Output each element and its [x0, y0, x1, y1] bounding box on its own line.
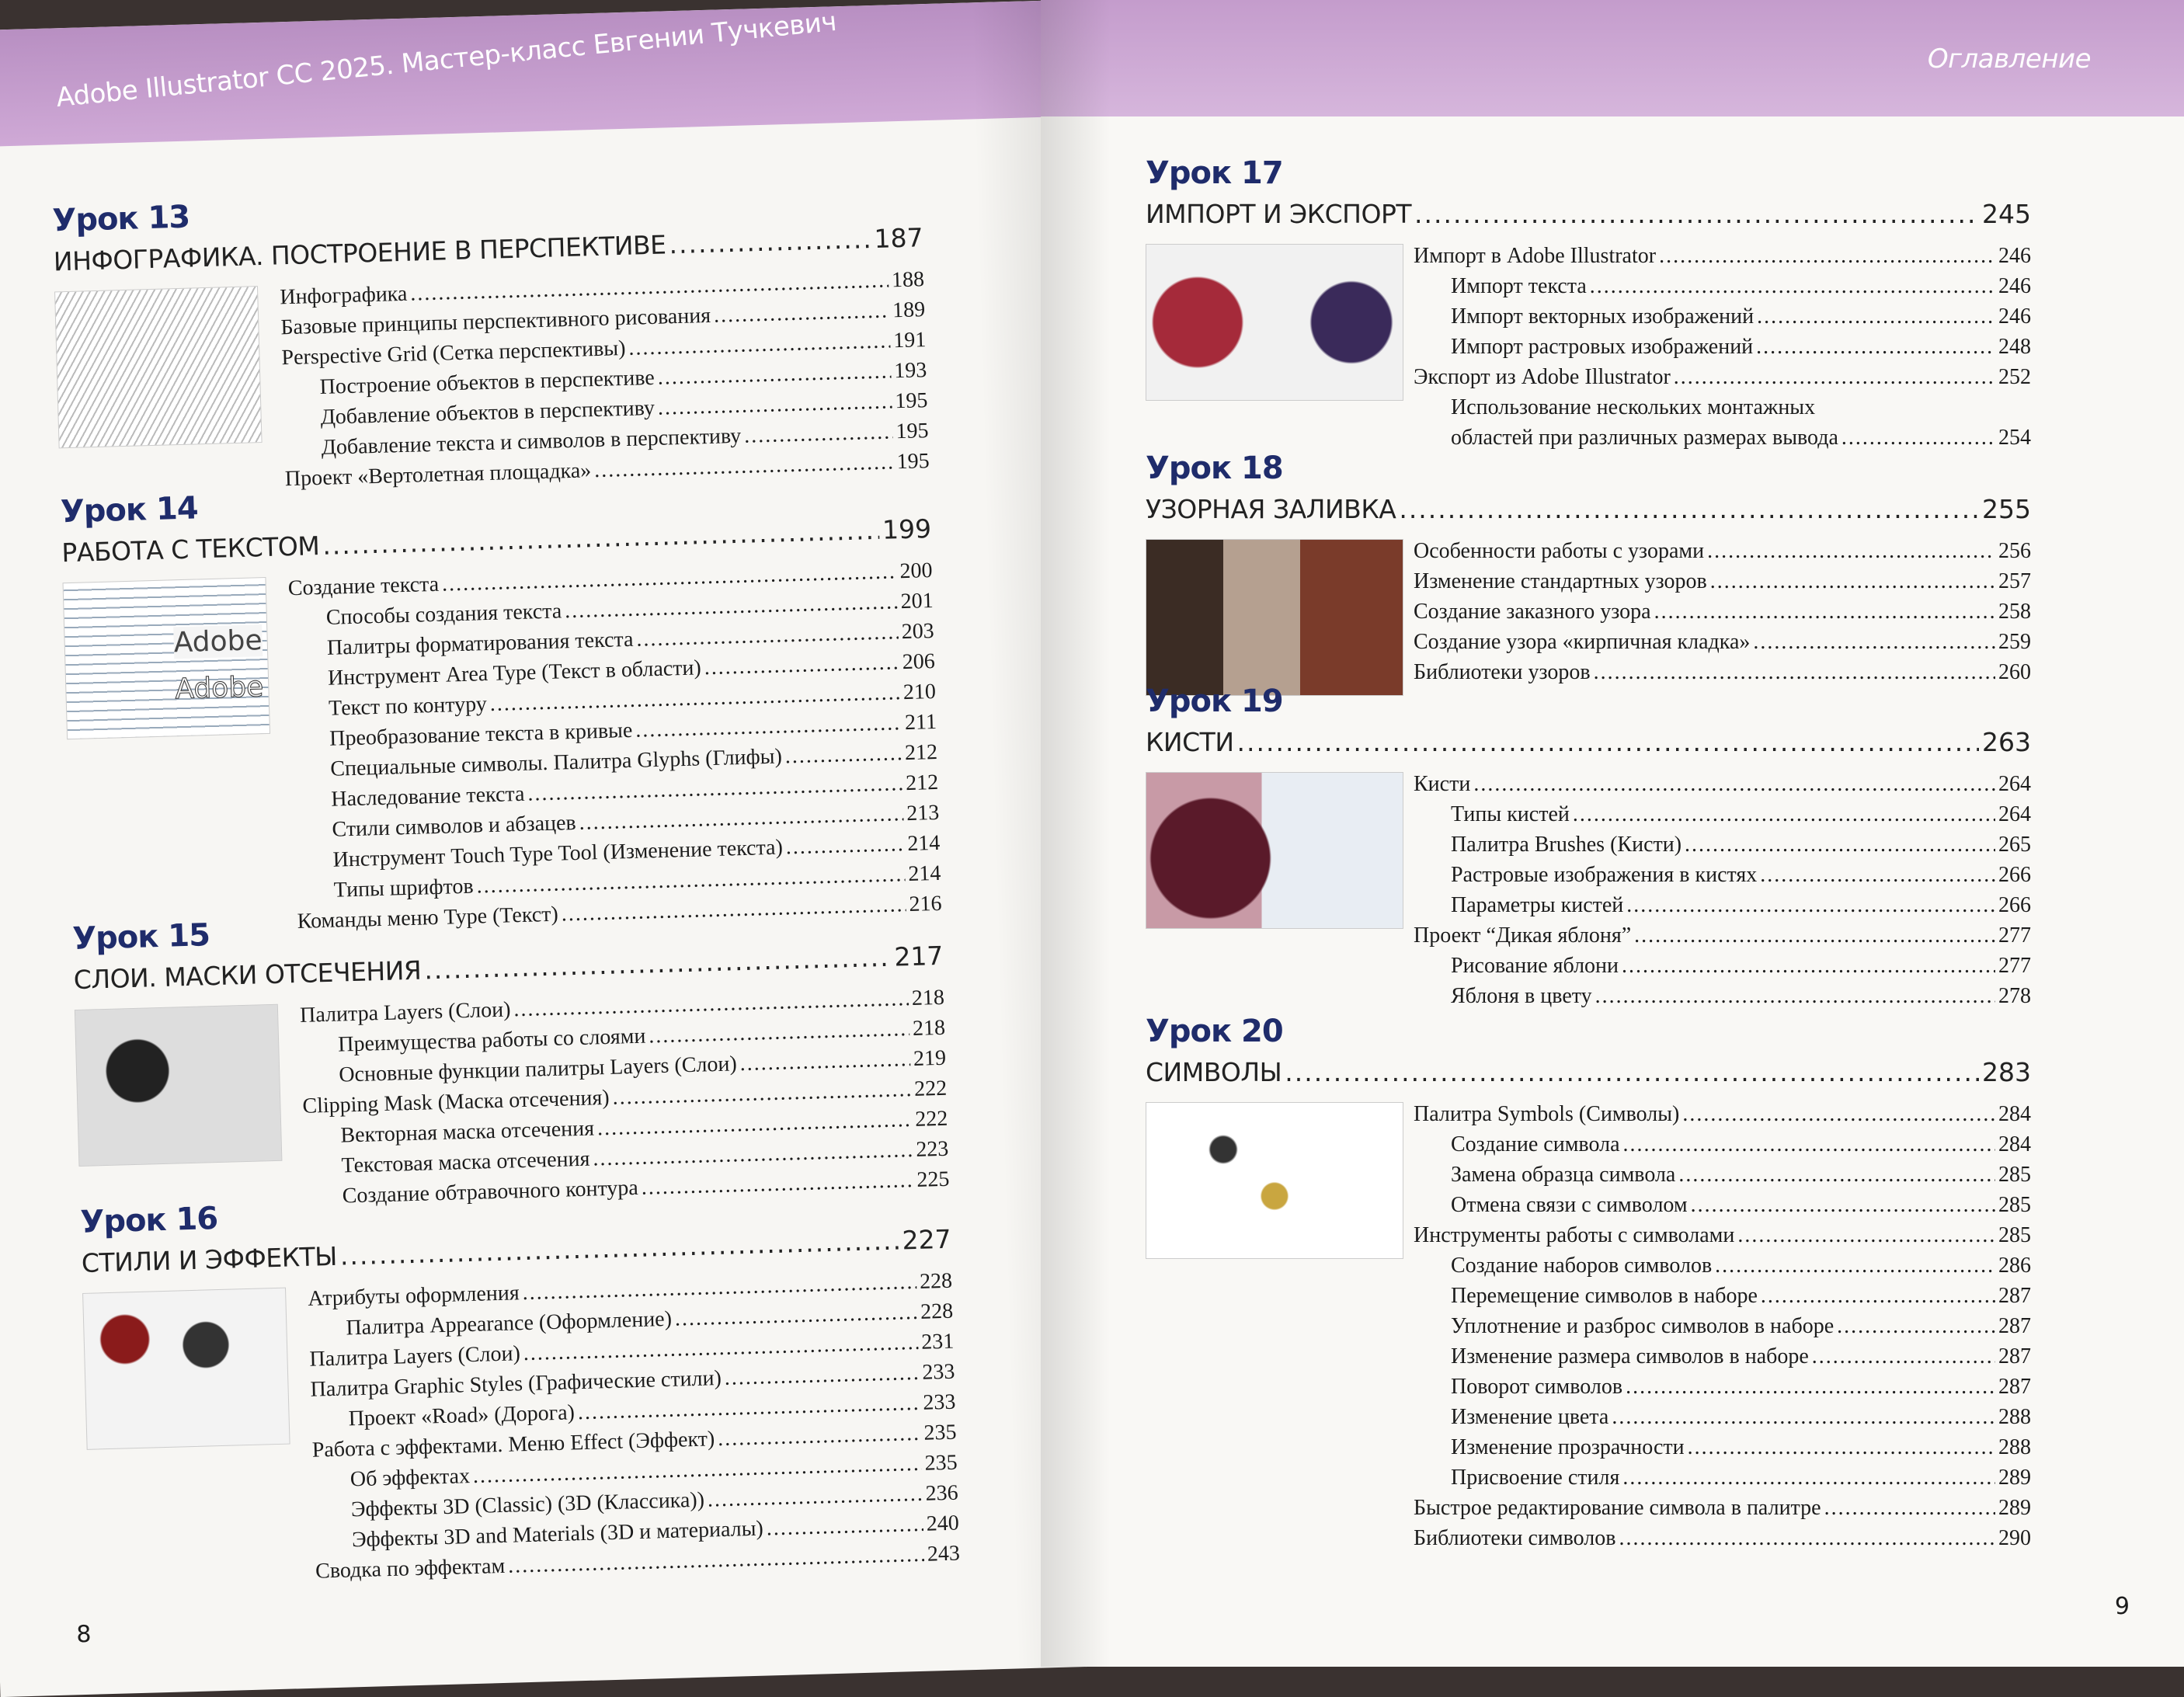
entry-title: Палитры форматирования текста [326, 627, 634, 660]
entry-title: Кисти [1414, 772, 1471, 796]
leader-dots [1837, 1311, 1995, 1341]
lesson-title: РАБОТА С ТЕКСТОМ [61, 530, 320, 569]
entry-title: областей при различных размерах вывода [1451, 426, 1838, 450]
lesson-block [79, 1181, 961, 1584]
entry-title: Эффекты 3D and Materials (3D и материалы) [351, 1516, 764, 1553]
entry-page: 188 [891, 267, 925, 293]
entry-title: Параметры кистей [1451, 893, 1624, 917]
leader-dots [1710, 566, 1995, 596]
entry-page: 233 [922, 1389, 956, 1415]
entry-page: 284 [1998, 1132, 2031, 1156]
entry-page: 191 [892, 328, 927, 353]
entry-page: 258 [1998, 600, 2031, 624]
entry-title: Проект «Вертолетная площадка» [284, 458, 592, 492]
entry-page: 266 [1998, 893, 2031, 917]
entry-page: 243 [927, 1541, 961, 1567]
entry-page: 264 [1998, 802, 2031, 826]
entry-list [1414, 241, 2031, 453]
leader-dots [1691, 1190, 1995, 1220]
lesson-title-row[interactable] [1146, 1057, 2031, 1094]
entry-page: 214 [906, 830, 941, 857]
entry-title: Поворот символов [1451, 1375, 1623, 1399]
lesson-title-row[interactable] [1146, 727, 2031, 764]
entry-title: Текстовая маска отсечения [341, 1146, 590, 1178]
entry-page: 233 [921, 1359, 955, 1385]
entry-list [1414, 769, 2031, 1011]
entry-title: Наследование текста [331, 781, 525, 812]
entry-page: 254 [1998, 426, 2031, 450]
entry-page: 277 [1998, 954, 2031, 978]
leader-dots [1626, 1372, 1995, 1402]
lesson-thumbnail-image [63, 577, 271, 739]
entry-page: 216 [909, 891, 942, 917]
page-number: 9 [2114, 1593, 2130, 1620]
leader-dots [1590, 271, 1995, 301]
entry-title: Векторная маска отсечения [340, 1116, 595, 1148]
toc-entry[interactable] [1414, 362, 2031, 392]
toc-entry[interactable] [1414, 829, 2031, 860]
entry-page: 259 [1998, 630, 2031, 654]
entry-title: Создание символа [1451, 1132, 1620, 1156]
toc-entry[interactable] [1414, 1099, 2031, 1129]
entry-page: 248 [1998, 335, 2031, 359]
leader-dots [1688, 1432, 1995, 1462]
entry-title: Об эффектах [350, 1464, 471, 1492]
entry-title: Сводка по эффектам [315, 1553, 506, 1584]
entry-title: Отмена связи с символом [1451, 1193, 1688, 1217]
entry-page: 286 [1998, 1254, 2031, 1278]
lesson-title: СТИЛИ И ЭФФЕКТЫ [81, 1240, 338, 1278]
entry-page: 290 [1998, 1526, 2031, 1550]
toc-entry[interactable] [1414, 860, 2031, 890]
entry-page: 206 [902, 649, 936, 675]
entry-list [280, 264, 930, 494]
leader-dots [1841, 423, 1995, 453]
toc-entry[interactable] [1414, 1220, 2031, 1250]
toc-entry[interactable] [1414, 566, 2031, 596]
lesson-block [1146, 155, 2031, 450]
toc-entry[interactable] [1414, 951, 2031, 981]
lesson-label: Урок 19 [1146, 683, 1283, 719]
entry-title: Уплотнение и разброс символов в наборе [1451, 1314, 1834, 1338]
leader-dots [1634, 920, 1995, 951]
entry-page: 285 [1998, 1223, 2031, 1247]
lesson-title: ИНФОГРАФИКА. ПОСТРОЕНИЕ В ПЕРСПЕКТИВЕ [53, 229, 666, 277]
entry-list [1414, 536, 2031, 687]
entry-title: Основные функции палитры Layers (Слои) [338, 1052, 738, 1087]
entry-page: 264 [1998, 772, 2031, 796]
lesson-thumbnail-image [54, 286, 263, 448]
entry-title: Создание текста [287, 572, 440, 601]
leader-dots [714, 295, 890, 330]
entry-page: 213 [906, 800, 940, 826]
entry-title: Добавление объектов в перспективу [320, 395, 656, 429]
entry-page: 222 [913, 1076, 948, 1101]
toc-entry[interactable] [1414, 1523, 2031, 1553]
entry-title: Палитра Layers (Слои) [299, 997, 511, 1028]
leader-dots [1622, 951, 1995, 981]
entry-title: Инфографика [279, 281, 408, 310]
entry-title: Способы создания текста [325, 599, 562, 630]
toc-entry[interactable] [1414, 271, 2031, 301]
toc-entry[interactable] [1414, 1432, 2031, 1462]
entry-title: Палитра Graphic Styles (Графические стили) [310, 1366, 722, 1402]
entry-page: 265 [1998, 833, 2031, 857]
entry-list [1414, 1099, 2031, 1553]
entry-title: Импорт векторных изображений [1451, 304, 1755, 329]
leader-dots [1659, 241, 1995, 271]
leader-dots [1757, 301, 1995, 332]
lesson-label: Урок 18 [1146, 450, 1283, 486]
toc-entry[interactable] [1414, 627, 2031, 657]
entry-page: 222 [914, 1106, 948, 1132]
entry-page: 235 [924, 1450, 958, 1476]
section-header: Оглавление [1927, 43, 2091, 75]
entry-page: 212 [905, 770, 939, 796]
entry-page: 285 [1998, 1193, 2031, 1217]
entry-page: 287 [1998, 1375, 2031, 1399]
entry-title: Текст по контуру [328, 692, 488, 721]
entry-page: 235 [923, 1420, 957, 1445]
entry-title: Инструмент Touch Type Tool (Изменение текста) [332, 835, 784, 872]
toc-entry[interactable] [1414, 1372, 2031, 1402]
entry-page: 218 [911, 985, 945, 1010]
entry-page: 287 [1998, 1344, 2031, 1368]
lesson-title: СИМВОЛЫ [1146, 1057, 1282, 1087]
entry-title: Добавление текста и символов в перспективу [321, 423, 742, 460]
leader-dots [784, 738, 902, 771]
entry-page: 193 [893, 358, 927, 384]
entry-page: 211 [904, 709, 937, 735]
leader-dots [1654, 596, 1995, 627]
entry-page: 287 [1998, 1314, 2031, 1338]
entry-title: Замена образца символа [1451, 1163, 1676, 1187]
entry-title: Библиотеки символов [1414, 1526, 1616, 1550]
entry-list [300, 982, 950, 1212]
lesson-thumbnail-image [1146, 244, 1403, 401]
header-band [1041, 0, 2184, 116]
leader-dots [744, 416, 893, 450]
leader-dots [1812, 1341, 1995, 1372]
lesson-label: Урок 20 [1146, 1014, 1283, 1049]
entry-page: 212 [904, 739, 938, 766]
toc-entry[interactable] [1414, 1129, 2031, 1160]
lesson-title: СЛОИ. МАСКИ ОТСЕЧЕНИЯ [73, 955, 422, 996]
entry-page: 287 [1998, 1284, 2031, 1308]
entry-title: Специальные символы. Палитра Glyphs (Глифы) [329, 744, 783, 781]
lesson-page: 255 [1982, 494, 2031, 524]
entry-title: Стили символов и абзацев [332, 810, 577, 842]
entry-title: Быстрое редактирование символа в палитре [1414, 1496, 1821, 1520]
entry-title: Преобразование текста в кривые [329, 718, 633, 751]
entry-title: Присвоение стиля [1451, 1466, 1620, 1490]
entry-title: Команды меню Type (Текст) [297, 902, 559, 934]
toc-entry[interactable] [1414, 1190, 2031, 1220]
lesson-label: Урок 17 [1146, 155, 1283, 191]
lesson-thumbnail-image [1146, 539, 1403, 696]
lesson-title: ИМПОРТ И ЭКСПОРТ [1146, 199, 1412, 229]
toc-entry[interactable] [1414, 1341, 2031, 1372]
toc-entry[interactable] [1414, 1311, 2031, 1341]
entry-page: 289 [1998, 1496, 2031, 1520]
lesson-label: Урок 14 [60, 490, 199, 530]
toc-entry[interactable] [1414, 1493, 2031, 1523]
leader-dots [785, 829, 905, 862]
entry-title: Использование нескольких монтажных [1451, 395, 1816, 419]
entry-title: Перемещение символов в наборе [1451, 1284, 1758, 1308]
left-page [0, 1, 1087, 1697]
entry-title: Импорт в Adobe Illustrator [1414, 244, 1657, 268]
entry-list [287, 555, 942, 937]
entry-title: Яблоня в цвету [1451, 984, 1592, 1008]
entry-page: 252 [1998, 365, 2031, 389]
entry-title: Изменение цвета [1451, 1405, 1609, 1429]
lesson-page: 217 [893, 940, 944, 972]
entry-title: Инструмент Area Type (Текст в области) [327, 656, 702, 690]
lesson-page: 199 [882, 513, 932, 545]
entry-page: 189 [892, 297, 926, 323]
lesson-thumbnail-image [1146, 1102, 1403, 1259]
entry-title: Палитра Layers (Слои) [309, 1341, 521, 1372]
entry-title: Типы шрифтов [333, 874, 475, 902]
entry-list [308, 1266, 961, 1587]
lesson-label: Урок 15 [71, 917, 210, 958]
entry-title: Perspective Grid (Сетка перспективы) [281, 336, 626, 370]
lesson-label: Урок 13 [51, 199, 190, 239]
leader-dots [1237, 727, 1980, 757]
lesson-thumbnail-image [82, 1288, 290, 1450]
lesson-block [60, 470, 942, 934]
toc-entry[interactable] [1414, 392, 2031, 423]
toc-entry[interactable] [1414, 1281, 2031, 1311]
entry-page: 195 [896, 449, 930, 475]
leader-dots [1595, 981, 1995, 1011]
leader-dots [1399, 494, 1979, 524]
leader-dots [1824, 1493, 1995, 1523]
entry-page: 225 [916, 1167, 950, 1192]
leader-dots [1623, 1129, 1996, 1160]
entry-page: 256 [1998, 539, 2031, 563]
toc-entry[interactable] [1414, 536, 2031, 566]
entry-page: 201 [900, 589, 934, 614]
entry-title: Создание обтравочного контура [342, 1175, 639, 1208]
leader-dots [1573, 799, 1995, 829]
entry-page: 289 [1998, 1466, 2031, 1490]
entry-title: Clipping Mask (Маска отсечения) [302, 1085, 610, 1118]
entry-page: 246 [1998, 274, 2031, 298]
adobe-wordmark: Adobe [173, 624, 263, 659]
entry-page: 218 [912, 1015, 946, 1041]
entry-title: Особенности работы с узорами [1414, 539, 1705, 563]
entry-page: 228 [920, 1299, 954, 1324]
entry-title: Палитра Symbols (Символы) [1414, 1102, 1680, 1126]
leader-dots [1685, 829, 1995, 860]
leader-dots [669, 224, 871, 259]
toc-entry[interactable] [1414, 1250, 2031, 1281]
leader-dots [739, 1044, 910, 1079]
entry-page: 214 [907, 861, 941, 887]
entry-page: 203 [901, 618, 935, 645]
toc-entry[interactable] [1414, 1160, 2031, 1190]
lesson-title-row[interactable] [1146, 494, 2031, 531]
entry-title: Рисование яблони [1451, 954, 1619, 978]
leader-dots [1715, 1250, 1995, 1281]
entry-title: Создание наборов символов [1451, 1254, 1713, 1278]
leader-dots [1674, 362, 1995, 392]
leader-dots [1619, 1523, 1995, 1553]
entry-page: 195 [894, 388, 928, 414]
leader-dots [1414, 199, 1979, 229]
leader-dots [1760, 860, 1995, 890]
entry-title: Палитра Appearance (Оформление) [346, 1306, 673, 1341]
entry-title: Изменение размера символов в наборе [1451, 1344, 1809, 1368]
entry-title: Импорт растровых изображений [1451, 335, 1754, 359]
entry-title: Преимущества работы со слоями [337, 1024, 646, 1057]
entry-title: Экспорт из Adobe Illustrator [1414, 365, 1671, 389]
entry-page: 240 [926, 1511, 960, 1536]
leader-dots [766, 1509, 923, 1544]
lesson-thumbnail-image [1146, 772, 1403, 929]
leader-dots [1707, 536, 1995, 566]
entry-page: 288 [1998, 1405, 2031, 1429]
lesson-label: Урок 16 [79, 1201, 218, 1240]
entry-page: 260 [1998, 660, 2031, 684]
entry-page: 266 [1998, 863, 2031, 887]
leader-dots [1756, 332, 1995, 362]
entry-page: 195 [896, 419, 929, 444]
toc-entry[interactable] [1414, 596, 2031, 627]
entry-title: Работа с эффектами. Меню Effect (Эффект) [311, 1427, 715, 1462]
entry-title: Типы кистей [1451, 802, 1570, 826]
entry-title: Создание узора «кирпичная кладка» [1414, 630, 1751, 654]
entry-title: Создание заказного узора [1414, 600, 1651, 624]
entry-page: 277 [1998, 923, 2031, 948]
entry-page: 210 [902, 679, 937, 705]
page-number: 8 [75, 1620, 92, 1649]
entry-title: Проект “Дикая яблоня” [1414, 923, 1632, 948]
leader-dots [424, 942, 892, 986]
toc-entry[interactable] [1414, 423, 2031, 453]
entry-page: 284 [1998, 1102, 2031, 1126]
entry-title: Изменение прозрачности [1451, 1435, 1685, 1459]
gutter-shadow [1041, 0, 1111, 1667]
leader-dots [1678, 1160, 1995, 1190]
book-title-header: Adobe Illustrator CC 2025. Мастер-класс Евгении Тучкевич [54, 5, 838, 114]
toc-entry[interactable] [1414, 799, 2031, 829]
entry-page: 219 [913, 1045, 947, 1071]
lesson-title: УЗОРНАЯ ЗАЛИВКА [1146, 494, 1396, 524]
lesson-block [1146, 1014, 2031, 1550]
lesson-page: 263 [1982, 727, 2031, 757]
toc-entry[interactable] [1414, 920, 2031, 951]
entry-title: Построение объектов в перспективе [319, 365, 656, 399]
entry-page: 236 [925, 1480, 959, 1506]
entry-page: 223 [915, 1136, 949, 1162]
entry-page: 200 [899, 558, 933, 584]
entry-title: Библиотеки узоров [1414, 660, 1591, 684]
lesson-block [1146, 683, 2031, 1008]
entry-title: Базовые принципы перспективного рисования [280, 303, 711, 340]
entry-page: 246 [1998, 304, 2031, 329]
leader-dots [1753, 627, 1995, 657]
toc-entry[interactable] [1414, 1402, 2031, 1432]
right-page [1041, 0, 2184, 1667]
entry-title: Инструменты работы с символами [1414, 1223, 1735, 1247]
entry-title: Изменение стандартных узоров [1414, 569, 1707, 593]
entry-page: 288 [1998, 1435, 2031, 1459]
lesson-page: 227 [902, 1223, 952, 1256]
entry-page: 257 [1998, 569, 2031, 593]
entry-title: Проект «Road» (Дорога) [348, 1400, 576, 1431]
entry-page: 246 [1998, 244, 2031, 268]
header-band [0, 1, 1044, 148]
lesson-page: 245 [1982, 199, 2031, 229]
entry-title: Палитра Brushes (Кисти) [1451, 833, 1682, 857]
lesson-block [71, 897, 950, 1208]
entry-page: 278 [1998, 984, 2031, 1008]
toc-entry[interactable] [1414, 1462, 2031, 1493]
lesson-page: 283 [1982, 1057, 2031, 1087]
leader-dots [1761, 1281, 1995, 1311]
leader-dots [1612, 1402, 1995, 1432]
toc-entry[interactable] [1414, 769, 2031, 799]
leader-dots [1682, 1099, 1995, 1129]
toc-entry[interactable] [1414, 981, 2031, 1011]
lesson-title-row[interactable] [1146, 199, 2031, 236]
entry-page: 231 [920, 1329, 955, 1354]
entry-page: 285 [1998, 1163, 2031, 1187]
lesson-title: КИСТИ [1146, 727, 1234, 757]
entry-title: Импорт текста [1451, 274, 1587, 298]
entry-title: Атрибуты оформления [307, 1281, 520, 1311]
entry-title: Эффекты 3D (Classic) (3D (Классика)) [350, 1487, 705, 1522]
lesson-block [1146, 450, 2031, 684]
entry-title: Растровые изображения в кистях [1451, 863, 1758, 887]
toc-entry[interactable] [1414, 301, 2031, 332]
leader-dots [1622, 1462, 1995, 1493]
leader-dots [1285, 1057, 1979, 1087]
entry-page: 228 [919, 1268, 953, 1294]
lesson-block [51, 179, 930, 492]
toc-entry[interactable] [1414, 890, 2031, 920]
lesson-thumbnail-image [75, 1004, 283, 1167]
leader-dots [1626, 890, 1995, 920]
leader-dots [1473, 769, 1995, 799]
lesson-page: 187 [874, 222, 924, 254]
adobe-wordmark-outline: Adobe [174, 671, 264, 706]
toc-entry[interactable] [1414, 241, 2031, 271]
toc-entry[interactable] [1414, 332, 2031, 362]
leader-dots [1737, 1220, 1995, 1250]
